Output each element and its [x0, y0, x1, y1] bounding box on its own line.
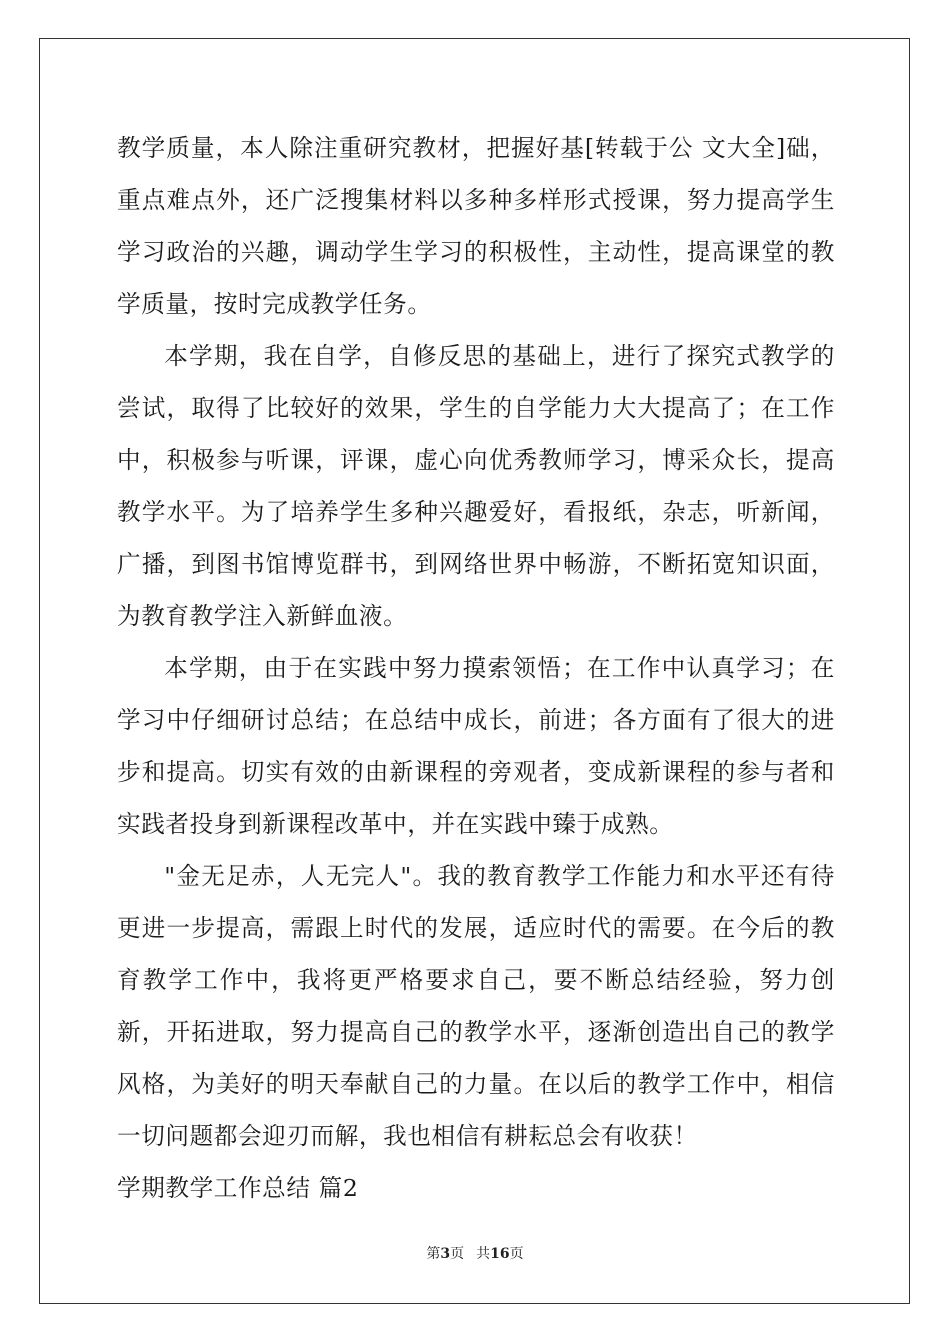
paragraph-3: 本学期，由于在实践中努力摸索领悟；在工作中认真学习；在学习中仔细研讨总结；在总结中成长，前进；各方面有了很大的进步和提高。切实有效的由新课程的旁观者，变成新课程的参与者和实践者投身到新课程改革中，并在实践中臻于成熟。	[117, 654, 835, 838]
footer-total-prefix: 共	[476, 1246, 491, 1262]
paragraph-2: 本学期，我在自学，自修反思的基础上，进行了探究式教学的尝试，取得了比较好的效果，学生的自学能力大大提高了；在工作中，积极参与听课，评课，虚心向优秀教师学习，博采众长，提高教学水平。为了培养学生多种兴趣爱好，看报纸，杂志，听新闻，广播，到图书馆博览群书，到网络世界中畅游，不断拓宽知识面，为教育教学注入新鲜血液。	[117, 342, 835, 630]
paragraph-1: 教学质量，本人除注重研究教材，把握好基[转载于公 文大全]础，重点难点外，还广泛搜集材料以多种多样形式授课，努力提高学生学习政治的兴趣，调动学生学习的积极性，主动性，提高课堂的教学质量，按时完成教学任务。	[117, 134, 835, 318]
footer-total-pages: 16	[490, 1246, 510, 1262]
footer-page-number: 3	[440, 1246, 451, 1262]
footer-page-unit: 页	[450, 1246, 465, 1262]
footer-total-unit: 页	[509, 1246, 524, 1262]
document-body	[117, 122, 835, 1214]
section-heading: 学期教学工作总结 篇2	[117, 1174, 359, 1202]
page-footer	[0, 1244, 950, 1264]
footer-page-prefix: 第	[426, 1246, 441, 1262]
paragraph-4: "金无足赤，人无完人"。我的教育教学工作能力和水平还有待更进一步提高，需跟上时代的发展，适应时代的需要。在今后的教育教学工作中，我将更严格要求自己，要不断总结经验，努力创新，开拓进取，努力提高自己的教学水平，逐渐创造出自己的教学风格，为美好的明天奉献自己的力量。在以后的教学工作中，相信一切问题都会迎刃而解，我也相信有耕耘总会有收获！	[117, 862, 835, 1150]
